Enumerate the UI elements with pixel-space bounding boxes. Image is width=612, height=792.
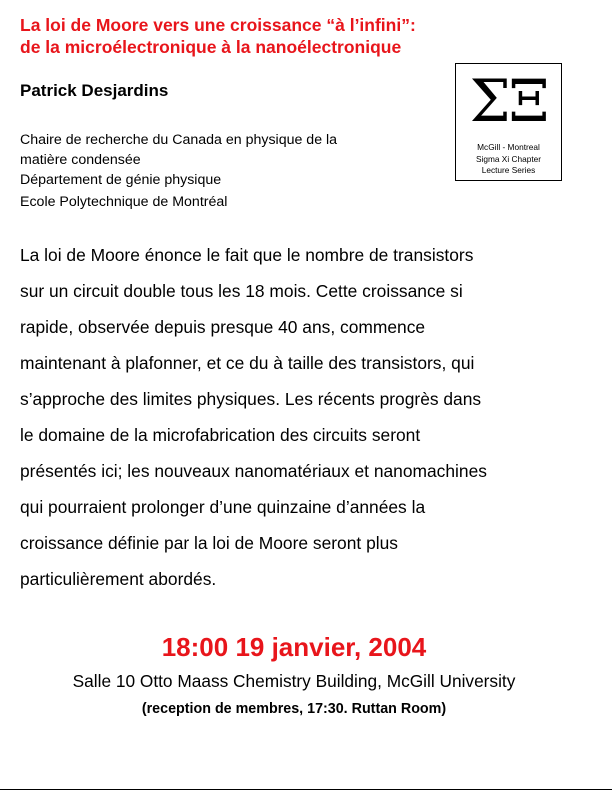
author-name: Patrick Desjardins [20,81,169,100]
page-title [20,14,490,58]
abstract-paragraph [20,242,595,602]
abstract-line: présentés ici; les nouveaux nanomatériaux et nanomachines [20,461,487,481]
event-venue: Salle 10 Otto Maass Chemistry Building, McGill University [72,671,516,691]
affiliation-line-2: matière condensée [20,152,141,168]
title-line-1: La loi de Moore vers une croissance “à l’infini”: [20,15,416,35]
logo-caption-line-2: Sigma Xi Chapter [475,153,542,164]
affiliation-line-4: Ecole Polytechnique de Montréal [20,194,228,210]
abstract-line: croissance définie par la loi de Moore seront plus [20,533,398,553]
abstract-line: s’approche des limites physiques. Les récents progrès dans [20,389,482,409]
sigma-xi-logo [455,63,562,181]
affiliation-line-1: Chaire de recherche du Canada en physique de la [20,132,338,148]
logo-caption-line-3: Lecture Series [481,165,536,175]
affiliation-block [20,130,337,212]
abstract-line: La loi de Moore énonce le fait que le nombre de transistors [20,245,474,265]
event-reception: (reception de membres, 17:30. Ruttan Room) [141,701,447,717]
logo-caption [456,142,561,177]
event-datetime: 18:00 19 janvier, 2004 [161,632,427,662]
title-line-2: de la microélectronique à la nanoélectronique [20,37,402,57]
bottom-divider [0,789,612,790]
abstract-line: sur un circuit double tous les 18 mois. Cette croissance si [20,281,463,301]
abstract-line: rapide, observée depuis presque 40 ans, commence [20,317,426,337]
abstract-line: qui pourraient prolonger d’une quinzaine d’années la [20,497,426,517]
abstract-line: le domaine de la microfabrication des circuits seront [20,425,421,445]
affiliation-line-3: Département de génie physique [20,172,222,188]
abstract-line: particulièrement abordés. [20,569,217,589]
abstract-line: maintenant à plafonner, et ce du à taille des transistors, qui [20,353,475,373]
sigma-xi-glyphs: ΣΞ [469,67,548,135]
logo-caption-line-1: McGill - Montreal [477,142,540,152]
